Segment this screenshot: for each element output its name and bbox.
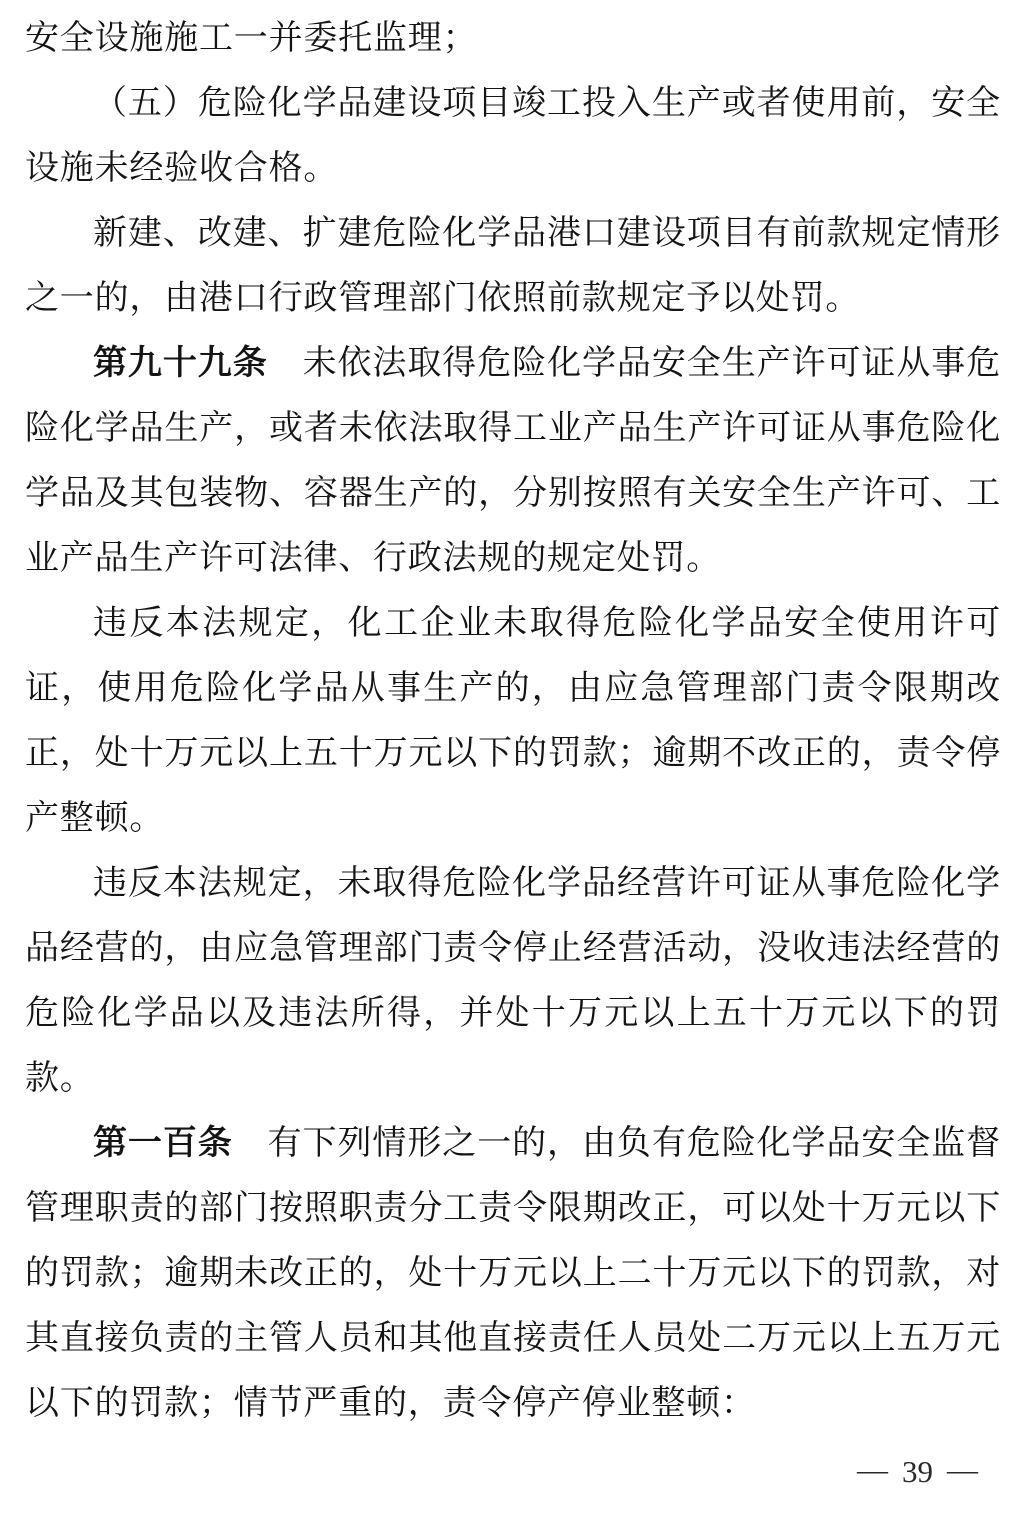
paragraph-clause-5: （五）危险化学品建设项目竣工投入生产或者使用前，安全设施未经验收合格。: [25, 85, 1001, 187]
paragraph-article-99: [25, 331, 1001, 591]
footer-left-dash: —: [857, 1452, 888, 1487]
paragraph-article-100: [25, 1111, 1001, 1436]
paragraph-port-projects: 新建、改建、扩建危险化学品港口建设项目有前款规定情形之一的，由港口行政管理部门依照前款规定予以处罚。: [25, 215, 1001, 317]
paragraph-use-permit: 违反本法规定，化工企业未取得危险化学品安全使用许可证，使用危险化学品从事生产的，由应急管理部门责令限期改正，处十万元以上五十万元以下的罚款；逾期不改正的，责令停产整顿。: [25, 605, 1001, 837]
paragraph-operation-permit: 违反本法规定，未取得危险化学品经营许可证从事危险化学品经营的，由应急管理部门责令停止经营活动，没收违法经营的危险化学品以及违法所得，并处十万元以上五十万元以下的罚款。: [25, 865, 1001, 1097]
article-100-number: 第一百条: [93, 1124, 268, 1162]
page-body-text: [25, 6, 1001, 1436]
page-footer: [845, 1452, 990, 1489]
footer-right-dash: —: [947, 1452, 978, 1487]
paragraph-continuation: 安全设施施工一并委托监理；: [25, 20, 478, 57]
page-number: 39: [902, 1454, 933, 1489]
article-99-number: 第九十九条: [93, 344, 303, 382]
article-100-body: 有下列情形之一的，由负有危险化学品安全监督管理职责的部门按照职责分工责令限期改正，可以处十万元以下的罚款；逾期未改正的，处十万元以上二十万元以下的罚款，对其直接负责的主管人员和其他直接责任人员处二万元以上五万元以下的罚款；情节严重的，责令停产停业整顿：: [25, 1125, 1001, 1422]
article-99-body: 未依法取得危险化学品安全生产许可证从事危险化学品生产，或者未依法取得工业产品生产许可证从事危险化学品及其包装物、容器生产的，分别按照有关安全生产许可、工业产品生产许可法律、行政法规的规定处罚。: [25, 345, 1001, 577]
